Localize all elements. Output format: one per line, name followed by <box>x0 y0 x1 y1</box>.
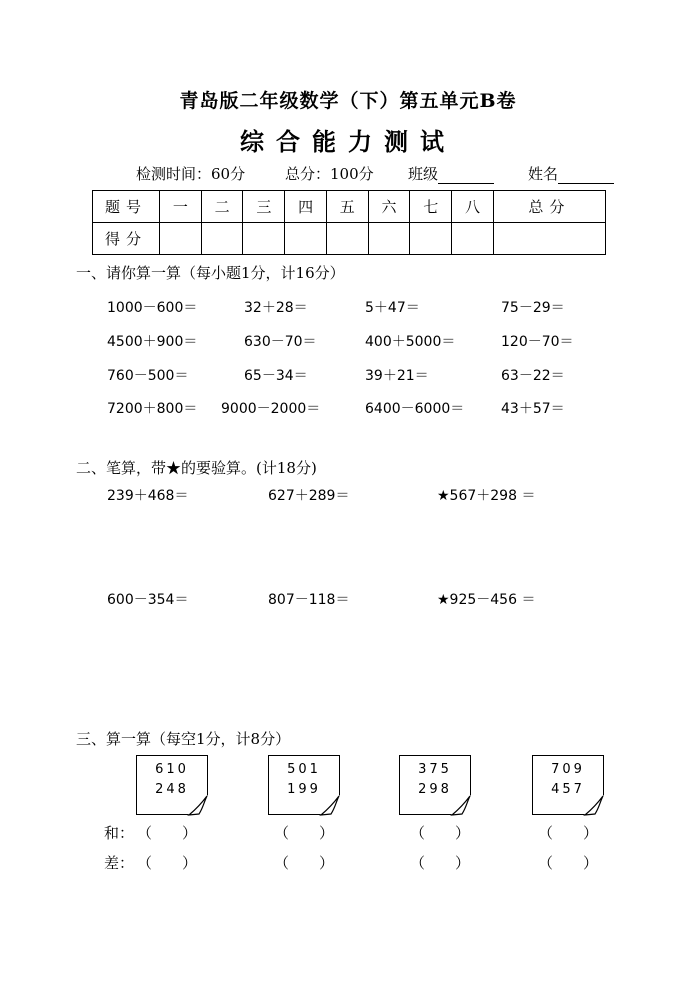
card-number-bottom: 248 <box>155 782 189 797</box>
column-header: 五 <box>326 191 368 223</box>
written-problem: 600－354＝ <box>107 592 189 608</box>
column-header: 二 <box>201 191 243 223</box>
mental-problem: 1000－600＝ <box>107 300 198 316</box>
mental-problem: 400＋5000＝ <box>365 334 456 350</box>
sum-answer-blank[interactable]: （ ） <box>274 824 335 842</box>
column-header: 八 <box>452 191 494 223</box>
card-number-bottom: 199 <box>287 782 321 797</box>
card-number-top: 375 <box>418 762 452 777</box>
exam-subtitle: 青岛版二年级数学（下）第五单元B卷 <box>179 90 517 112</box>
sum-answer-blank[interactable]: （ ） <box>410 824 471 842</box>
column-header: 三 <box>243 191 285 223</box>
mental-problem: 65－34＝ <box>244 368 308 384</box>
mental-problem: 120－70＝ <box>501 334 574 350</box>
mental-problem: 4500＋900＝ <box>107 334 198 350</box>
score-cell[interactable] <box>160 223 202 255</box>
difference-label: 差： <box>104 854 135 872</box>
exam-title: 综合能力测试 <box>240 127 456 156</box>
mental-problem: 75－29＝ <box>501 300 565 316</box>
difference-answer-blank[interactable]: （ ） <box>410 854 471 872</box>
row-label-score: 得分 <box>93 223 160 255</box>
score-cell[interactable] <box>368 223 410 255</box>
card-number-bottom: 457 <box>551 782 585 797</box>
name-label: 姓名 <box>528 165 559 183</box>
column-header: 总分 <box>493 191 605 223</box>
number-card <box>268 755 340 815</box>
mental-problem: 63－22＝ <box>501 368 565 384</box>
score-cell[interactable] <box>243 223 285 255</box>
mental-problem: 6400－6000＝ <box>365 401 465 417</box>
score-cell[interactable] <box>452 223 494 255</box>
number-card <box>399 755 471 815</box>
score-cell[interactable] <box>285 223 327 255</box>
sum-label: 和： <box>104 824 135 842</box>
written-problem: 807－118＝ <box>268 592 350 608</box>
score-cell[interactable] <box>201 223 243 255</box>
mental-problem: 7200＋800＝ <box>107 401 198 417</box>
score-cell[interactable] <box>493 223 605 255</box>
number-card <box>136 755 208 815</box>
mental-problem: 32＋28＝ <box>244 300 308 316</box>
score-cell[interactable] <box>326 223 368 255</box>
page-curl-icon <box>583 794 605 816</box>
difference-answer-blank[interactable]: （ ） <box>137 854 198 872</box>
written-problem: 239＋468＝ <box>107 488 189 504</box>
number-card <box>532 755 604 815</box>
score-table <box>92 190 606 255</box>
class-label: 班级 <box>408 165 439 183</box>
page-curl-icon <box>450 794 472 816</box>
mental-problem: 5＋47＝ <box>365 300 420 316</box>
score-cell[interactable] <box>410 223 452 255</box>
section-1-heading: 一、请你算一算（每小题1分，计16分） <box>76 264 345 282</box>
class-field <box>408 163 494 184</box>
difference-answer-blank[interactable]: （ ） <box>538 854 599 872</box>
sum-answer-blank[interactable]: （ ） <box>538 824 599 842</box>
column-header: 六 <box>368 191 410 223</box>
mental-problem: 43＋57＝ <box>501 401 565 417</box>
card-number-top: 709 <box>551 762 585 777</box>
exam-total: 总分：100分 <box>285 165 374 183</box>
written-problem-check: ★567＋298 ＝ <box>437 488 536 504</box>
class-blank[interactable] <box>438 168 494 184</box>
column-header: 四 <box>285 191 327 223</box>
name-blank[interactable] <box>558 168 614 184</box>
sum-answer-blank[interactable]: （ ） <box>137 824 198 842</box>
section-3-heading: 三、算一算（每空1分，计8分） <box>76 730 291 748</box>
written-problem: 627＋289＝ <box>268 488 350 504</box>
mental-problem: 630－70＝ <box>244 334 317 350</box>
page-curl-icon <box>187 794 209 816</box>
column-header: 七 <box>410 191 452 223</box>
score-table-header-row <box>93 191 606 223</box>
name-field <box>528 163 614 184</box>
exam-time: 检测时间：60分 <box>136 165 246 183</box>
column-header: 一 <box>160 191 202 223</box>
section-2-heading: 二、笔算，带★的要验算。(计18分) <box>76 459 317 477</box>
written-problem-check: ★925－456 ＝ <box>437 592 536 608</box>
card-number-top: 610 <box>155 762 189 777</box>
mental-problem: 760－500＝ <box>107 368 189 384</box>
row-label-question-number: 题号 <box>93 191 160 223</box>
card-number-bottom: 298 <box>418 782 452 797</box>
mental-problem: 9000－2000＝ <box>221 401 321 417</box>
card-number-top: 501 <box>287 762 321 777</box>
page-curl-icon <box>319 794 341 816</box>
difference-answer-blank[interactable]: （ ） <box>274 854 335 872</box>
score-table-score-row <box>93 223 606 255</box>
mental-problem: 39＋21＝ <box>365 368 429 384</box>
